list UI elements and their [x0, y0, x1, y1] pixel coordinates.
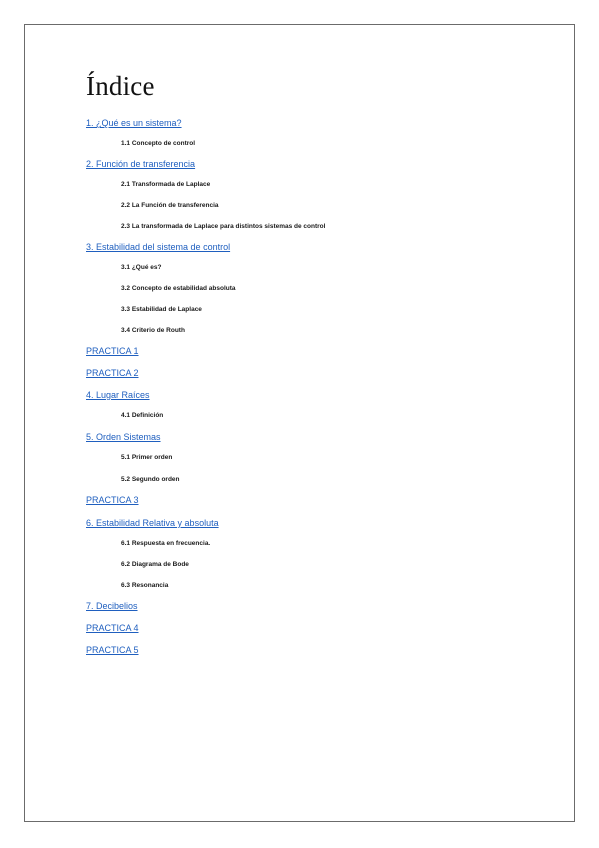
toc-subentry[interactable]: 3.2 Concepto de estabilidad absoluta [121, 285, 236, 292]
toc-subentry[interactable]: 2.2 La Función de transferencia [121, 202, 219, 209]
toc-subentry[interactable]: 6.1 Respuesta en frecuencia. [121, 540, 211, 547]
toc-link[interactable]: PRACTICA 4 [86, 623, 139, 633]
toc-subentry[interactable]: 3.4 Criterio de Routh [121, 327, 185, 334]
toc-link[interactable]: 4. Lugar Raíces [86, 390, 150, 400]
toc-link[interactable]: 7. Decibelios [86, 601, 138, 611]
toc-subentry[interactable]: 5.2 Segundo orden [121, 476, 180, 483]
toc-link[interactable]: 6. Estabilidad Relativa y absoluta [86, 518, 219, 528]
toc-subentry[interactable]: 2.3 La transformada de Laplace para distintos sistemas de control [121, 223, 326, 230]
toc-link[interactable]: 1. ¿Qué es un sistema? [86, 118, 182, 128]
toc-subentry[interactable]: 6.3 Resonancia [121, 582, 169, 589]
toc-link[interactable]: PRACTICA 3 [86, 495, 139, 505]
toc-subentry[interactable]: 2.1 Transformada de Laplace [121, 181, 211, 188]
page-title: Índice [86, 71, 155, 101]
toc-link[interactable]: 2. Función de transferencia [86, 159, 196, 169]
toc-subentry[interactable]: 1.1 Concepto de control [121, 140, 196, 147]
toc-subentry[interactable]: 4.1 Definición [121, 412, 164, 419]
toc-subentry[interactable]: 3.3 Estabilidad de Laplace [121, 306, 202, 313]
toc-link[interactable]: PRACTICA 1 [86, 346, 139, 356]
toc-link[interactable]: 3. Estabilidad del sistema de control [86, 242, 231, 252]
toc-subentry[interactable]: 6.2 Diagrama de Bode [121, 561, 189, 568]
table-of-contents [25, 25, 574, 821]
document-page [24, 24, 575, 822]
toc-subentry[interactable]: 5.1 Primer orden [121, 454, 173, 461]
toc-link[interactable]: PRACTICA 2 [86, 368, 139, 378]
toc-subentry[interactable]: 3.1 ¿Qué es? [121, 264, 162, 271]
toc-link[interactable]: 5. Orden Sistemas [86, 432, 161, 442]
toc-link[interactable]: PRACTICA 5 [86, 645, 139, 655]
